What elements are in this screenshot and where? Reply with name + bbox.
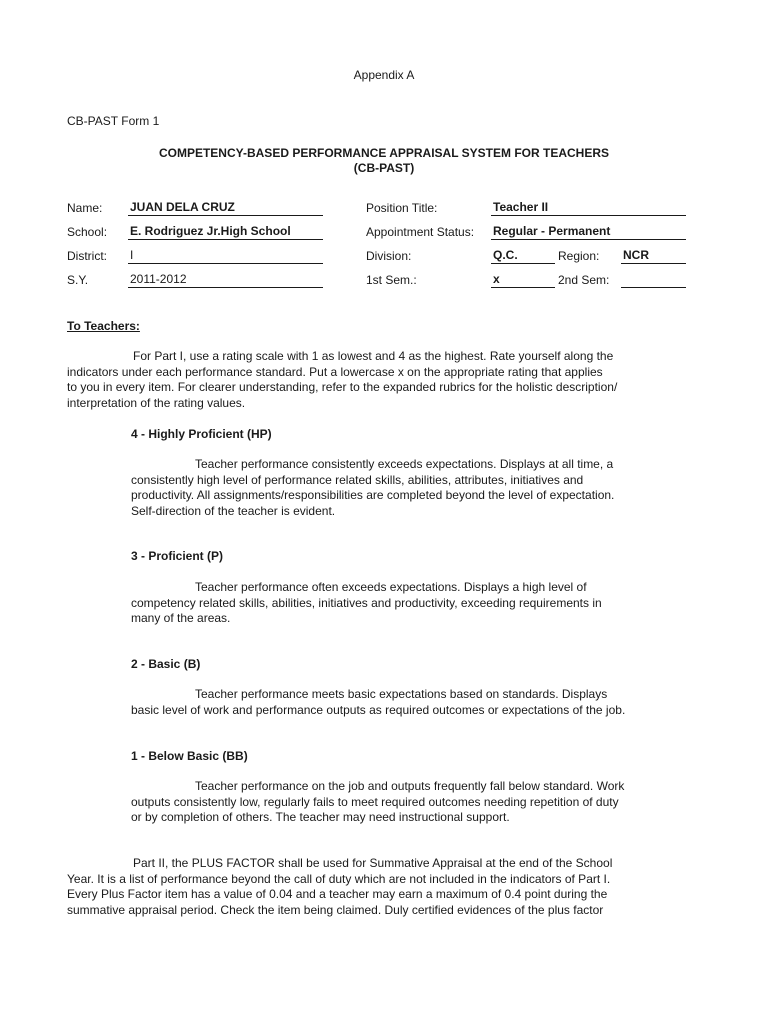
division-label: Division: [366, 249, 412, 263]
paragraph-line: Teacher performance on the job and outputs frequently fall below standard. Work [195, 779, 625, 793]
to-teachers-paragraph [67, 349, 635, 411]
paragraph-line: or by completion of others. The teacher may need instructional support. [131, 810, 510, 824]
appointment-field: Regular - Permanent [491, 224, 686, 240]
position-field: Teacher II [491, 200, 686, 216]
paragraph-line: Year. It is a list of performance beyond the call of duty which are not included in the indicators of Part I. [67, 871, 611, 886]
sem2-field [621, 272, 686, 288]
rating-heading-bb: 1 - Below Basic (BB) [131, 749, 248, 763]
part2-paragraph [67, 856, 637, 918]
district-label: District: [67, 249, 107, 263]
paragraph-line: For Part I, use a rating scale with 1 as lowest and 4 as the highest. Rate yourself along the [133, 349, 614, 363]
paragraph-line: consistently high level of performance related skills, abilities, attributes, initiatives and [131, 472, 584, 487]
title-line-1: COMPETENCY-BASED PERFORMANCE APPRAISAL SYSTEM FOR TEACHERS [158, 146, 610, 160]
paragraph-line: indicators under each performance standard. Put a lowercase x on the appropriate rating that applies [67, 364, 603, 379]
appendix-label: Appendix A [353, 68, 415, 82]
to-teachers-heading: To Teachers: [67, 319, 140, 333]
school-field: E. Rodriguez Jr.High School [128, 224, 323, 240]
paragraph-line: many of the areas. [131, 611, 231, 625]
sy-field: 2011-2012 [128, 272, 323, 288]
paragraph-line: Teacher performance often exceeds expectations. Displays a high level of [195, 580, 587, 594]
paragraph-line: basic level of work and performance outputs as required outcomes or expectations of the job. [131, 702, 626, 717]
region-label: Region: [558, 249, 600, 263]
paragraph-line: Every Plus Factor item has a value of 0.04 and a teacher may earn a maximum of 0.4 point during the [67, 887, 608, 901]
sem1-field: x [491, 272, 555, 288]
rating-description-hp [131, 457, 635, 519]
sem2-label: 2nd Sem: [558, 273, 610, 287]
paragraph-line: productivity. All assignments/responsibilities are completed beyond the level of expectation. [131, 488, 615, 502]
paragraph-line: outputs consistently low, regularly fails to meet required outcomes needing repetition of duty [131, 794, 619, 809]
name-field: JUAN DELA CRUZ [128, 200, 323, 216]
school-label: School: [67, 225, 108, 239]
sy-label: S.Y. [67, 273, 89, 287]
paragraph-line: summative appraisal period. Check the item being claimed. Duly certified evidences of the plus factor [67, 902, 604, 917]
paragraph-line: competency related skills, abilities, initiatives and productivity, exceeding requirements in [131, 595, 602, 610]
rating-heading-p: 3 - Proficient (P) [131, 549, 224, 563]
rating-description-bb [131, 779, 635, 826]
appointment-label: Appointment Status: [366, 225, 475, 239]
rating-description-p [131, 580, 635, 627]
paragraph-line: Teacher performance meets basic expectations based on standards. Displays [195, 687, 608, 701]
division-field: Q.C. [491, 248, 555, 264]
rating-heading-b: 2 - Basic (B) [131, 657, 201, 671]
form-name: CB-PAST Form 1 [67, 114, 160, 128]
paragraph-line: Part II, the PLUS FACTOR shall be used for Summative Appraisal at the end of the School [133, 856, 613, 870]
paragraph-line: Teacher performance consistently exceeds expectations. Displays at all time, a [195, 457, 614, 471]
title-line-2: (CB-PAST) [353, 161, 415, 175]
district-field: I [128, 248, 323, 264]
rating-heading-hp: 4 - Highly Proficient (HP) [131, 427, 272, 441]
rating-description-b [131, 687, 651, 718]
name-label: Name: [67, 201, 103, 215]
position-label: Position Title: [366, 201, 438, 215]
paragraph-line: to you in every item. For clearer understanding, refer to the expanded rubrics for the holistic description/ [67, 380, 618, 394]
sem1-label: 1st Sem.: [366, 273, 417, 287]
region-field: NCR [621, 248, 686, 264]
paragraph-line: Self-direction of the teacher is evident. [131, 503, 336, 518]
paragraph-line: interpretation of the rating values. [67, 395, 246, 410]
